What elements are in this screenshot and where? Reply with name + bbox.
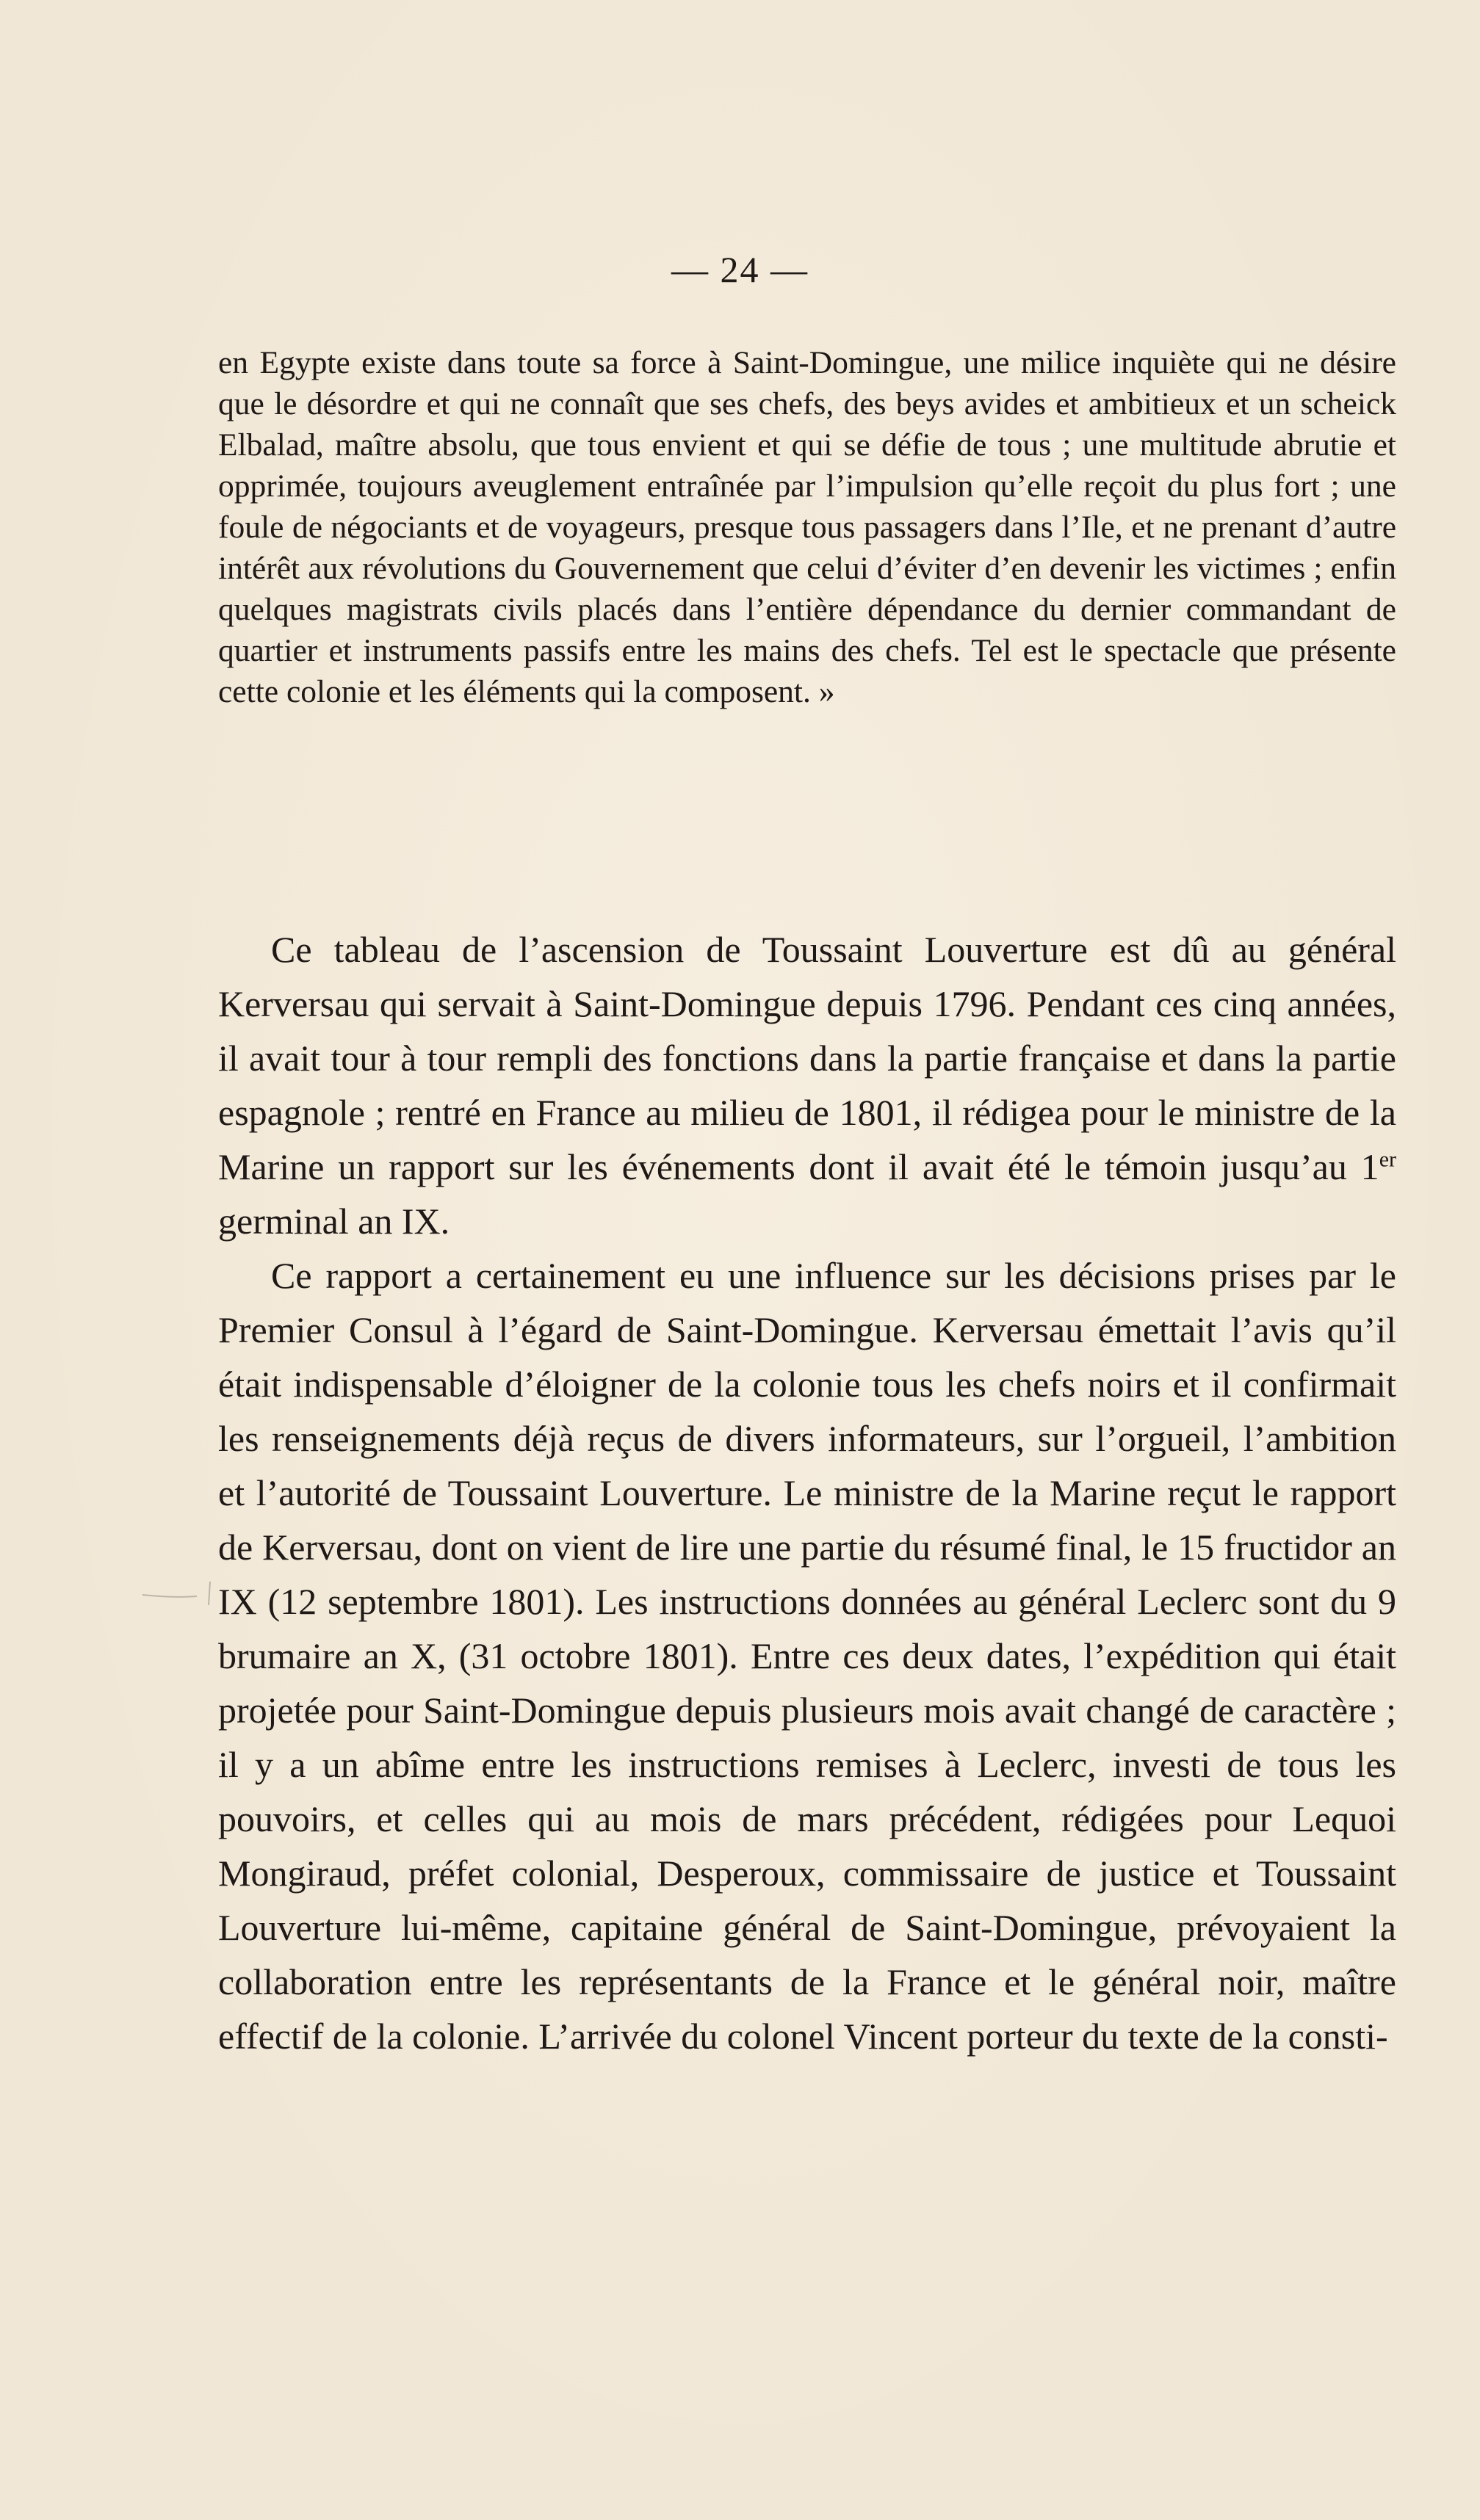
quote-block	[218, 342, 1396, 712]
pencil-tick	[209, 1582, 210, 1605]
body-text	[218, 922, 1396, 2063]
ordinal-superscript: er	[1379, 1147, 1396, 1172]
page-number: — 24 —	[671, 249, 809, 290]
pencil-stroke	[142, 1595, 197, 1597]
pencil-margin-mark	[140, 1579, 220, 1608]
paragraph-2: Ce rapport a certainement eu une influence sur les décisions prises par le Premier Consul à l’égard de Saint-Domingue. Kerversau émettait l’avis qu’il était indispensable d’éloigner de la colonie tous les chefs noirs et il confirmait les renseignements déjà reçus de divers informateurs, sur l’orgueil, l’ambition et l’autorité de Toussaint Louverture. Le ministre de la Marine reçut le rapport de Kerversau, dont on vient de lire une partie du résumé final, le 15 fructidor an IX (12 septembre 1801). Les instructions données au général Leclerc sont du 9 brumaire an X, (31 octobre 1801). Entre ces deux dates, l’expédition qui était projetée pour Saint-Domingue depuis plusieurs mois avait changé de caractère ; il y a un abîme entre les instructions remises à Leclerc, investi de tous les pouvoirs, et celles qui au mois de mars précédent, rédigées pour Lequoi Mongiraud, préfet colonial, Desperoux, commissaire de justice et Toussaint Louverture lui-même, capitaine général de Saint-Domingue, prévoyaient la collaboration entre les représentants de la France et le général noir, maître effectif de la colonie. L’arrivée du colonel Vincent porteur du texte de la consti-	[218, 1255, 1396, 2057]
paragraph-1	[218, 922, 1396, 1248]
quote-paragraph: en Egypte existe dans toute sa force à Saint-Domingue, une milice inquiète qui ne désire que le désordre et qui ne connaît que ses chefs, des beys avides et ambitieux et un scheick Elbalad, maître absolu, que tous envient et qui se défie de tous ; une multitude abrutie et opprimée, toujours aveuglement entraînée par l’impulsion qu’elle reçoit du plus fort ; une foule de négociants et de voyageurs, presque tous passagers dans l’Ile, et ne prenant d’autre intérêt aux révolutions du Gouvernement que celui d’éviter d’en devenir les victimes ; enfin quelques magistrats civils placés dans l’entière dépendance du dernier commandant de quartier et instruments passifs entre les mains des chefs. Tel est le spectacle que présente cette colonie et les éléments qui la composent. »	[218, 345, 1396, 709]
paragraph-1-text: Ce tableau de l’ascension de Toussaint Louverture est dû au général Kerversau qui servait à Saint-Domingue depuis 1796. Pendant ces cinq années, il avait tour à tour rempli des fonctions dans la partie française et dans la partie espagnole ; rentré en France au milieu de 1801, il rédigea pour le ministre de la Marine un rapport sur les événements dont il avait été le témoin jusqu’au 1	[218, 929, 1396, 1187]
paragraph-1-end: germinal an IX.	[218, 1201, 450, 1242]
